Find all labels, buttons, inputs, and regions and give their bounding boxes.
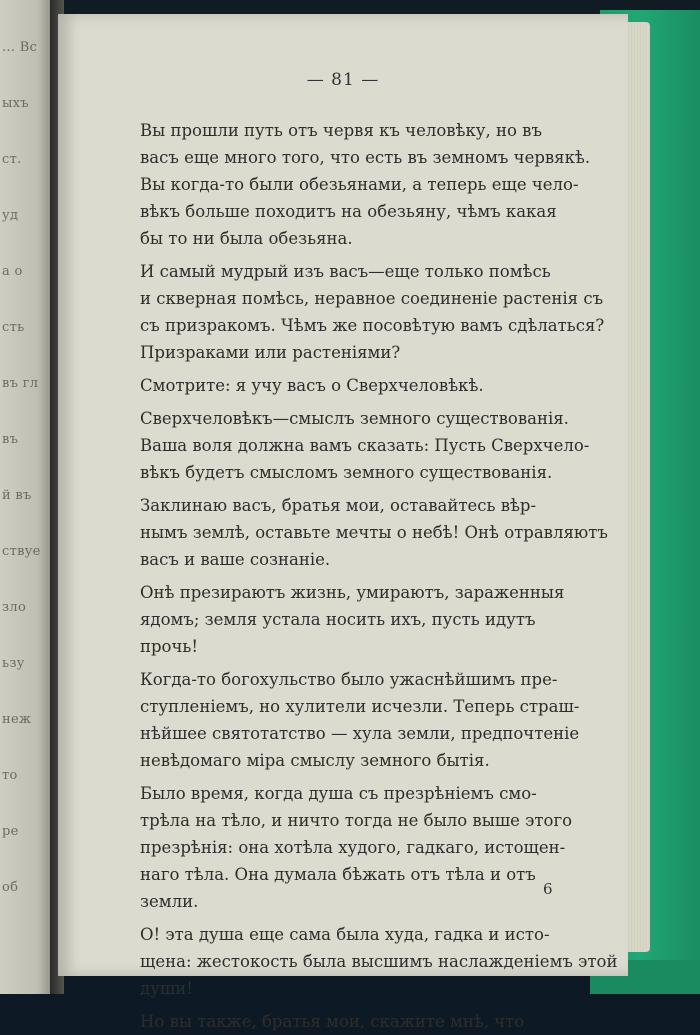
left-page-fragment: сть xyxy=(2,320,25,335)
text-line: нѣйшее святотатство — хула земли, предпочтеніе xyxy=(140,724,580,743)
page-number: — 81 — xyxy=(306,70,380,90)
text-line: земли. xyxy=(140,892,199,911)
left-page-fragment: ре xyxy=(2,824,19,839)
paragraph xyxy=(140,780,595,915)
left-page-fragment: уд xyxy=(2,208,19,223)
text-line: Заклинаю васъ, братья мои, оставайтесь вѣр- xyxy=(140,496,537,515)
text-line: вѣкъ больше походитъ на обезьяну, чѣмъ какая xyxy=(140,202,557,221)
text-line: нымъ землѣ, оставьте мечты о небѣ! Онѣ отравляютъ xyxy=(140,523,608,542)
paragraph xyxy=(140,1008,595,1035)
text-line: вѣкъ будетъ смысломъ земного существованія. xyxy=(140,463,553,482)
text-line: съ призракомъ. Чѣмъ же посовѣтую вамъ сдѣлаться? xyxy=(140,316,605,335)
text-line: и скверная помѣсь, неравное соединеніе растенія съ xyxy=(140,289,604,308)
text-line: Ваша воля должна вамъ сказать: Пусть Сверхчело- xyxy=(140,436,590,455)
left-page-fragment: й въ xyxy=(2,488,32,503)
text-line: трѣла на тѣло, и ничто тогда не было выше этого xyxy=(140,811,573,830)
left-page-fragment: ст. xyxy=(2,152,22,167)
text-line: Призраками или растеніями? xyxy=(140,343,401,362)
paragraph xyxy=(140,579,595,660)
left-page-fragment: а о xyxy=(2,264,23,279)
text-line: наго тѣла. Она думала бѣжать отъ тѣла и отъ xyxy=(140,865,536,884)
text-line: Вы когда-то были обезьянами, а теперь еще чело- xyxy=(140,175,579,194)
text-line: Онѣ презираютъ жизнь, умираютъ, зараженныя xyxy=(140,583,565,602)
left-page-fragment: въ гл xyxy=(2,376,39,391)
paragraph xyxy=(140,492,608,573)
body-text xyxy=(140,117,618,1035)
paragraph xyxy=(140,921,618,1002)
text-line: Когда-то богохульство было ужаснѣйшимъ пре- xyxy=(140,670,558,689)
left-page-fragment: ыхъ xyxy=(2,96,29,111)
text-line: Сверхчеловѣкъ—смыслъ земного существованія. xyxy=(140,409,569,428)
text-line: прочь! xyxy=(140,637,199,656)
top-background xyxy=(0,0,700,14)
text-line: ступленіемъ, но хулители исчезли. Теперь страш- xyxy=(140,697,580,716)
paragraph xyxy=(140,666,595,774)
left-page-fragment: зло xyxy=(2,600,27,615)
text-line: Вы прошли путь отъ червя къ человѣку, но въ xyxy=(140,121,542,140)
left-page-fragment: неж xyxy=(2,712,32,727)
text-line: бы то ни была обезьяна. xyxy=(140,229,353,248)
text-line: щена: жестокость была высшимъ наслажденіемъ этой xyxy=(140,952,618,971)
paragraph xyxy=(140,372,595,399)
paragraph xyxy=(140,405,595,486)
left-page-fragment: ... Вс xyxy=(2,40,38,55)
paragraph xyxy=(140,258,605,366)
text-line: васъ еще много того, что есть въ земномъ червякѣ. xyxy=(140,148,591,167)
text-line: Смотрите: я учу васъ о Сверхчеловѣкѣ. xyxy=(140,376,484,395)
text-line: васъ и ваше сознаніе. xyxy=(140,550,331,569)
text-line: О! эта душа еще сама была худа, гадка и исто- xyxy=(140,925,550,944)
left-page-fragment: въ xyxy=(2,432,19,447)
left-page-fragment: то xyxy=(2,768,18,783)
text-line: Но вы также, братья мои, скажите мнѣ, что xyxy=(140,1012,525,1031)
text-line: души! xyxy=(140,979,193,998)
text-line: ядомъ; земля устала носить ихъ, пусть идутъ xyxy=(140,610,536,629)
left-page-fragment: ьзу xyxy=(2,656,25,671)
left-page-fragment: об xyxy=(2,880,19,895)
text-line: невѣдомаго міра смыслу земного бытія. xyxy=(140,751,490,770)
paragraph xyxy=(140,117,595,252)
right-page xyxy=(58,14,628,1031)
text-line: презрѣнія: она хотѣла худого, гадкаго, истощен- xyxy=(140,838,566,857)
text-line: Было время, когда душа съ презрѣніемъ смо- xyxy=(140,784,537,803)
left-page-fragment: ствуе xyxy=(2,544,41,559)
signature-mark: 6 xyxy=(543,880,553,898)
text-line: И самый мудрый изъ васъ—еще только помѣсь xyxy=(140,262,551,281)
left-page xyxy=(0,0,54,994)
